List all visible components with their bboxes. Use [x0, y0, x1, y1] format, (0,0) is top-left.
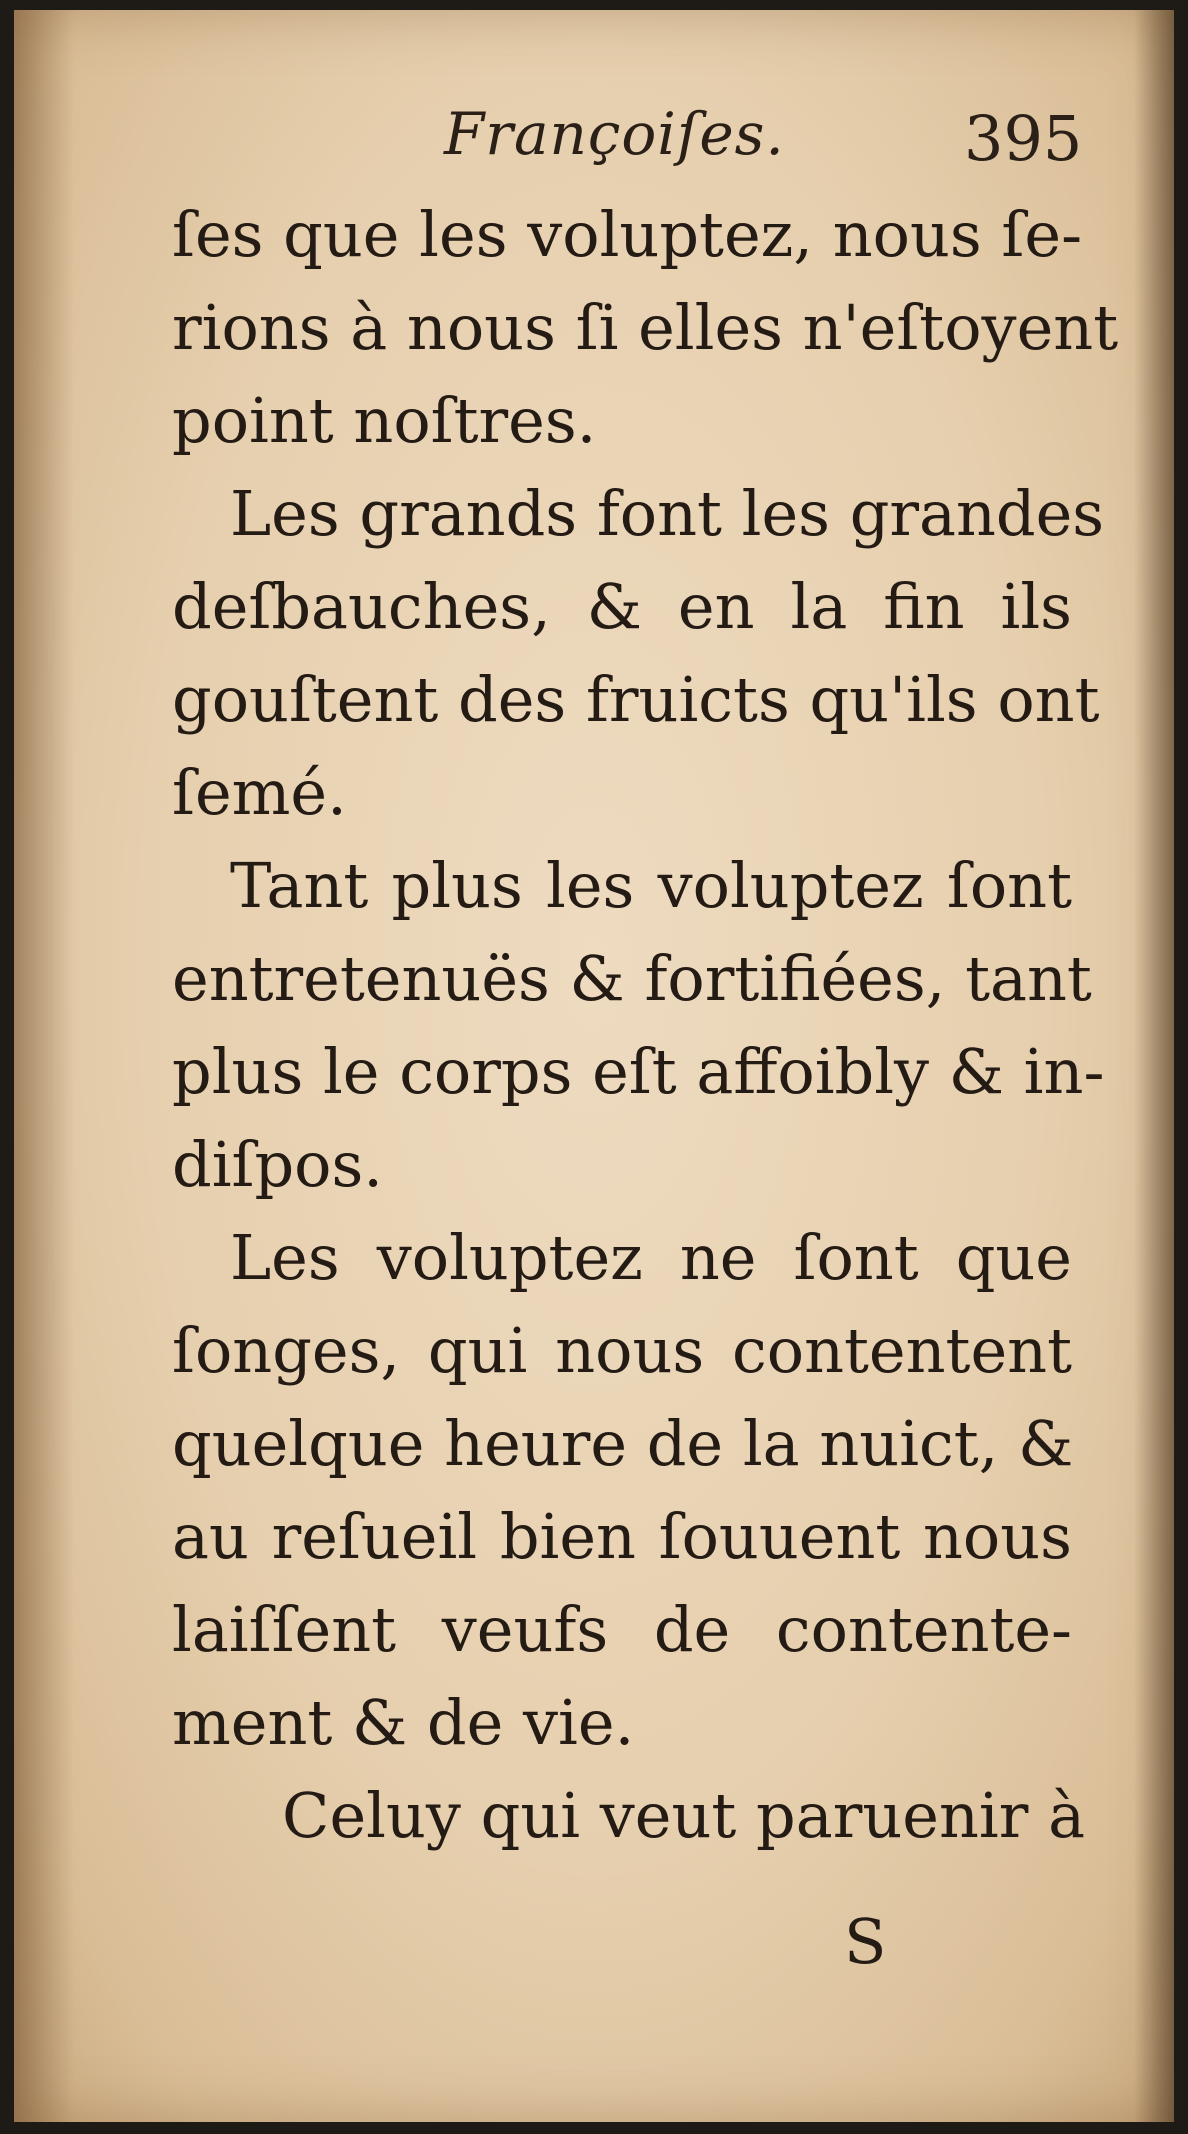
signature-mark: S: [844, 1905, 887, 1978]
text-line: ment & de vie.: [172, 1686, 635, 1759]
text-line: ſonges, qui nous contentent: [172, 1314, 1072, 1387]
text-line: rions à nous ſi elles n'eſtoyent: [172, 291, 1119, 364]
text-line: laiſſent veufs de contente-: [172, 1593, 1072, 1666]
text-line: point noſtres.: [172, 384, 597, 457]
running-head: Françoiſes.: [444, 100, 785, 168]
book-page: [14, 10, 1174, 2122]
edge-shadow: [1134, 10, 1174, 2122]
text-line: au reſueil bien ſouuent nous: [172, 1500, 1072, 1573]
text-line: Celuy qui veut paruenir à: [282, 1779, 1086, 1852]
body-text: [172, 188, 1119, 1862]
text-line: gouſtent des fruicts qu'ils ont: [172, 663, 1100, 736]
text-line: ſes que les voluptez, nous ſe-: [172, 198, 1083, 271]
text-line: entretenuës & fortifiées, tant: [172, 942, 1092, 1015]
text-line: Les voluptez ne ſont que: [230, 1221, 1072, 1294]
spine-shadow: [14, 10, 74, 2122]
text-line: Tant plus les voluptez ſont: [230, 849, 1072, 922]
text-line: quelque heure de la nuict, &: [172, 1407, 1074, 1480]
text-line: ſemé.: [172, 756, 347, 829]
text-line: plus le corps eſt affoibly & in-: [172, 1035, 1105, 1108]
text-line: Les grands font les grandes: [230, 477, 1105, 550]
text-line: diſpos.: [172, 1128, 384, 1201]
text-line: deſbauches, & en la fin ils: [172, 570, 1072, 643]
page-number: 395: [964, 102, 1083, 175]
